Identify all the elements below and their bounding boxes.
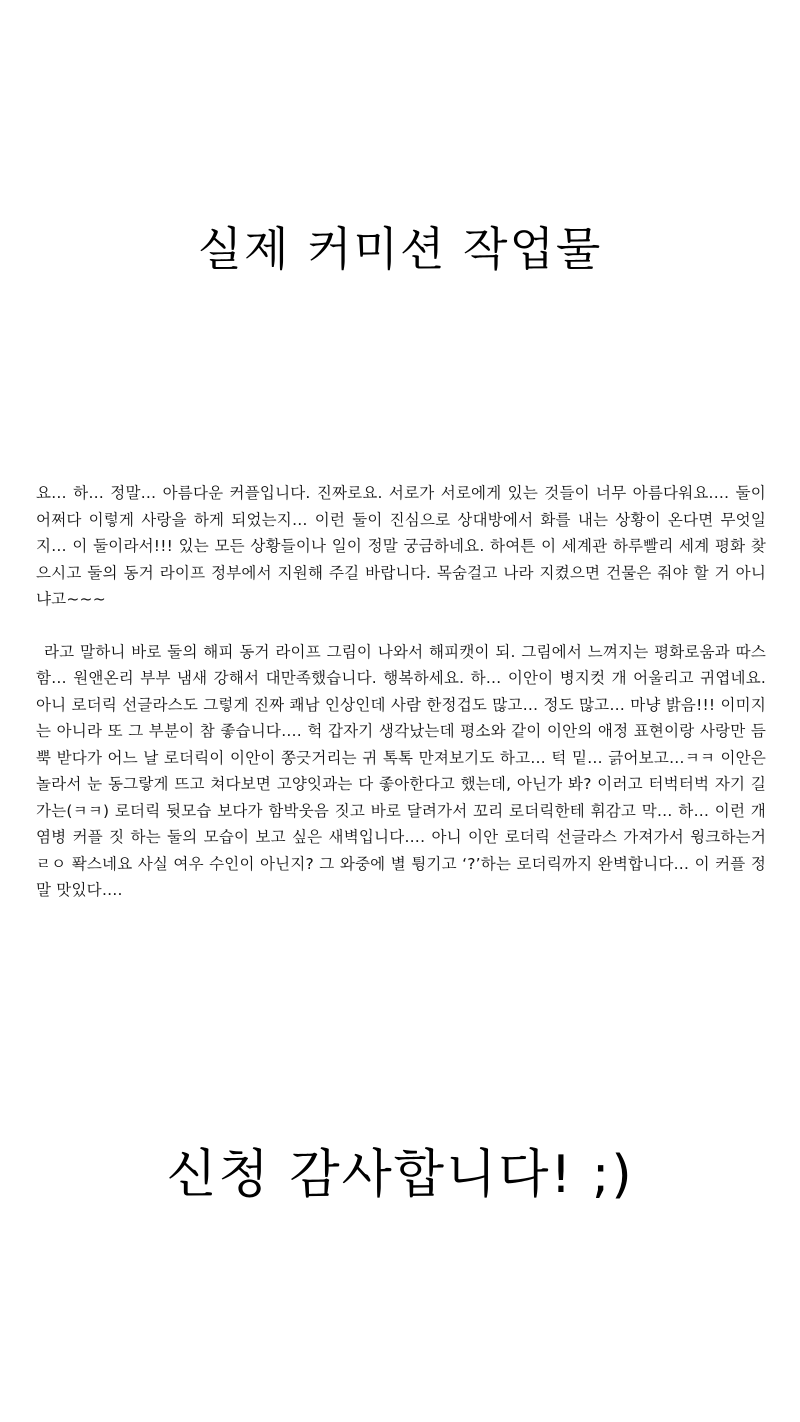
review-text	[36, 480, 766, 904]
closing-message: 신청 감사합니다! ;)	[166, 1145, 634, 1205]
document-title: 실제 커미션 작업물	[197, 222, 603, 276]
review-paragraph-1: 요… 하… 정말… 아름다운 커플입니다. 진짜로요. 서로가 서로에게 있는 것들이 너무 아름다워요.… 둘이 어쩌다 이렇게 사랑을 하게 되었는지… 이런 둘이 진심으로 상대방에서 화를 내는 상황이 온다면 무엇일지… 이 둘이라서!!! 있는 모든 상황들이나 일이 정말 궁금하네요. 하여튼 이 세계관 하루빨리 세계 평화 찾으시고 둘의 동거 라이프 정부에서 지원해 주길 바랍니다. 목숨걸고 나라 지켰으면 건물은 줘야 할 거 아니냐고~~~	[36, 484, 766, 608]
review-paragraph-2: 라고 말하니 바로 둘의 해피 동거 라이프 그림이 나와서 해피캣이 되. 그림에서 느껴지는 평화로움과 따스함… 원앤온리 부부 냄새 강해서 대만족했습니다. 행복하세요. 하… 이안이 병지컷 개 어울리고 귀엽네요. 아니 로더릭 선글라스도 그렇게 진짜 쾌남 인상인데 사람 한정겁도 많고… 정도 많고… 마냥 밝음!!! 이미지는 아니라 또 그 부분이 참 좋습니다…. 헉 갑자기 생각났는데 평소와 같이 이안의 애정 표현이랑 사랑만 듬뿍 받다가 어느 날 로더릭이 이안이 쫑긋거리는 귀 톡톡 만져보기도 하고… 턱 밑… 긁어보고…ㅋㅋ 이안은 놀라서 눈 동그랗게 뜨고 쳐다보면 고양잇과는 다 좋아한다고 했는데, 아닌가 봐? 이러고 터벅터벅 자기 길 가는(ㅋㅋ) 로더릭 뒷모습 보다가 함박웃음 짓고 바로 달려가서 꼬리 로더릭한테 휘감고 막… 하… 이런 개 염병 커플 짓 하는 둘의 모습이 보고 싶은 새벽입니다…. 아니 이안 로더릭 선글라스 가져가서 윙크하는거 ㄹㅇ 퐉스네요 사실 여우 수인이 아닌지? 그 와중에 별 튕기고 ‘?’하는 로더릭까지 완벽합니다… 이 커플 정말 맛있다….	[36, 642, 766, 899]
